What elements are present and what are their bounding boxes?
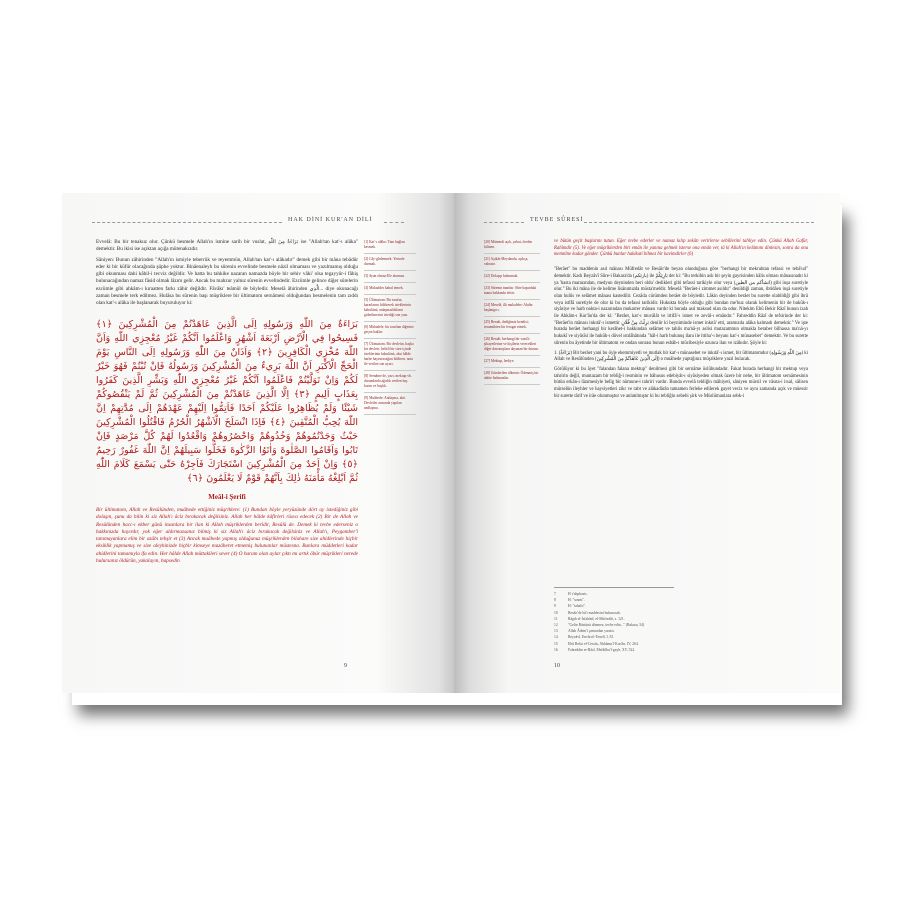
running-head-left: HAK DİNİ KUR'AN DİLİ xyxy=(288,217,373,223)
paragraph: Evvelâ: Bu bir tenakuz olur. Çünkü besmele Allah'ın ismine sarih bir vuslat, بَرَاءَةٌ مِنَ اللّٰهِ ise "Allah'tan kat'-ı alâka" demektir. Bu ikisi ise açıktan açığa mütenakızdır. xyxy=(96,239,359,253)
side-note: [20] Mütemdi açık, yahut, öteden bilinen. xyxy=(484,239,540,254)
left-main-column xyxy=(96,239,358,568)
intro-red-text: ve bütün geçit başlarını tutun. Eğer tevbe ederler ve namaz kılıp zekâtı verirlerse sebillerini tahliye edin. Çünkü Allah Gafûr, Rahîmdir (5). Ve eğer müşriklerden biri emân ile yanına gelmek isterse ona emân ver, tâ ki Allah'ın kelâmını dinlesin, sonra da onu memnîne kadar gönder. Çünkü bunlar hakikati bilmez bir kavimdirler (6) xyxy=(554,239,808,258)
arabic-verses: بَرَاءَةٌ مِنَ اللّٰهِ وَرَسُولِهِ اِلَى الَّذِينَ عَاهَدْتُمْ مِنَ الْمُشْرِكِينَ ﴿١﴾ فَسِيحُوا فِي الْاَرْضِ اَرْبَعَةَ اَشْهُرٍ وَاعْلَمُوا اَنَّكُمْ غَيْرُ مُعْجِزِي اللّٰهِ وَاَنَّ اللّٰهَ مُخْزِي الْكَافِرِينَ ﴿٢﴾ وَاَذَانٌ مِنَ اللّٰهِ وَرَسُولِهِ اِلَى النَّاسِ يَوْمَ الْحَجِّ الْاَكْبَرِ اَنَّ اللّٰهَ بَرِيءٌ مِنَ الْمُشْرِكِينَ وَرَسُولُهُ فَاِنْ تُبْتُمْ فَهُوَ خَيْرٌ لَكُمْ وَاِنْ تَوَلَّيْتُمْ فَاعْلَمُوا اَنَّكُمْ غَيْرُ مُعْجِزِي اللّٰهِ وَبَشِّرِ الَّذِينَ كَفَرُوا بِعَذَابٍ اَلِيمٍ ﴿٣﴾ اِلَّا الَّذِينَ عَاهَدْتُمْ مِنَ الْمُشْرِكِينَ ثُمَّ لَمْ يَنْقُصُوكُمْ شَيْئًا وَلَمْ يُظَاهِرُوا عَلَيْكُمْ اَحَدًا فَاَتِمُّوا اِلَيْهِمْ عَهْدَهُمْ اِلَى مُدَّتِهِمْ اِنَّ اللّٰهَ يُحِبُّ الْمُتَّقِينَ ﴿٤﴾ فَاِذَا انْسَلَخَ الْاَشْهُرُ الْحُرُمُ فَاقْتُلُوا الْمُشْرِكِينَ حَيْثُ وَجَدْتُمُوهُمْ وَخُذُوهُمْ وَاحْصُرُوهُمْ وَاقْعُدُوا لَهُمْ كُلَّ مَرْصَدٍ فَاِنْ تَابُوا وَاَقَامُوا الصَّلٰوةَ وَاٰتَوُا الزَّكٰوةَ فَخَلُّوا سَبِيلَهُمْ اِنَّ اللّٰهَ غَفُورٌ رَحِيمٌ ﴿٥﴾ وَاِنْ اَحَدٌ مِنَ الْمُشْرِكِينَ اسْتَجَارَكَ فَاَجِرْهُ حَتّٰى يَسْمَعَ كَلَامَ اللّٰهِ ثُمَّ اَبْلِغْهُ مَأْمَنَهُ ذٰلِكَ بِاَنَّهُمْ قَوْمٌ لَا يَعْلَمُونَ ﴿٦﴾ xyxy=(96,318,358,484)
running-head-rule xyxy=(484,222,524,223)
page-number-right: 10 xyxy=(554,663,560,669)
right-side-notes xyxy=(484,239,540,387)
page-number-left: 9 xyxy=(344,663,347,669)
side-note: [2] Cây-gîrdenmek: Yerinde durmak. xyxy=(364,256,416,271)
side-note: [8] Sernâme de, yazı, mektup vb. durumlarda ağırlık verilen baş kısım ve başlık. xyxy=(364,373,416,393)
running-head-rule xyxy=(92,222,282,223)
paragraph: "Berâet" bu maddenin asıl mânası Müfredât ve Besâir'de beyan olunduğuna göre "herhangi bir mekruhtan tefassi ve tebâ'ud" demektir. Kadı Beyzâvî Sûre-i Bakara'da (بارئكم) ile بَارِئِكُمْ der ki: "Bu terkibin aslı bir şeyin gayrisinden hâlis olması mânasınadır ki ya 'hasta marazından, medyun deyninden beri oldu' dedikleri gibi tefassi tarikiyle olur veya (انشأكم من الطين) gibi inşa suretiyle olur." Bu iki mâna ile de kelime lisânımızda müsta'meldir. Meselâ "Berâet-i zimmet asıldır" denildiği zaman, ibtidâen inşâ suretiyle olan hulûs ve selâmet mânası kastedilir. Cezâda cürümden berâet de böyledir. Lâkin deyinden berâet bu surette olabildiği gibi ibrâ veya istîfâ suretiyle de olur ki bu da tefassi tarikidir. Hukukta böyle olduğu gibi bundan me'huz olarak kelimenin bir de hukûk-ı siyâsiye ve harb nokta-i nazarından mukarrer mânası vardır ki burada asıl maksud olan da odur. Nitekim Ebû Bekir Râzî bunun izah ile Ahkâm-ı Kur'ân'da der ki: "Berâet, kat'-ı muvâlât ve irtifâ'-ı ismet ve zevâl-ı emândır." Fahreddin Râzî de tefsirinde der ki: "Berâet'in mânası inkıtâ'-ı ismettir بَرِئْتُ مِنْ فُلَانٍ denilir ki beyniminde ismet inkıtâ' etti, aramızda alâka kalmadı demektir." Ve işte burada berâet herhangi bir kerâhet-i hakkından selâmet ve tahlis ma'nâ-yı aslisi mutazammın olmakla beraber bilhassa ma'nâ-yı hukukî ve siyâsîsi ile hukûk-ı düvel ıstılâhâtında "hâl-i harb bulunuş ilanı ile ittiha'-ı beyanı kat'-ı münasebet" demektir. Ve bu surette sûrenin bu âyetinde bir ültimatom ve ondan sonrası bunun esbâb-ı mûcibesiyle uzunca ilan ve izâhıdır. Şöyle ki: xyxy=(554,267,809,346)
left-side-notes xyxy=(364,239,416,417)
side-note: [24] Meselâ, ilk mukalebe: Ahdin başlangıcı. xyxy=(484,302,540,317)
side-note: [28] Gönderilen ülkenin: Ödenmiş bir ahitte bulunanlar. xyxy=(484,370,540,385)
right-main-column xyxy=(554,239,808,403)
side-note: [3] Ayan olmaz:Ele alınmaz. xyxy=(364,273,416,283)
side-note: [21] Aşikâr:Meydanda, açıkça, vahuste. xyxy=(484,256,540,271)
side-note: [7] Ültimatom: Bir devletin, başka bir devlete, belirli bir süre içinde isteklerinin kabulünü, aksi hâlde harbe başvuracağını bildiren, nota ile verilen son uyarı. xyxy=(364,341,416,371)
footnotes xyxy=(554,591,804,653)
running-head-right: TEVBE SÛRESİ xyxy=(530,217,584,223)
meal-text: Bir ültimatom, Allah ve Resûlünden, muâhede ettiğiniz müşriklere: (1) Bundan böyle yeryüzünde dört ay istediğiniz gibi dolaşın, şunu da bilin ki siz Allah'ı âciz bırakacak değilsiniz. Allah her hâlde kâfirleri rüsva edecek (2) Bir de Allah ve Resûlünden hacc-ı ekber günü insanlara bir ilan ki Allah müşriklerden berîdir, Resûlü de. Demek ki tevbe ederseniz o hakkınızda hayırdır, yok eğer aldırmazsanız bilmiş ki siz Allah'ı âciz bırakacak değilsiniz ve Allah'ı, Peygamber'i tanımayanlara elim bir azâbı tebşir et (3) Ancak muâhede yapmış olduğunuz müşriklerden bilahare size ahidlerinde hiçbir eksiklik yapmamış ve size aleyhinizde hiçbir kimseye muzâheret etmemiş bulunanlar müstesna. Bunlara müddetleri kadar ahidlerini tamamıyla ifa edin. Her hâlde Allah müttakileri sever (4) O haram olan aylar çıktı mı artık öbür müşrikleri nerede bulursanız öldürün, yakalayın, hapsedin xyxy=(96,506,358,565)
footnote: 11 Râgıb el-İsfahânî, el-Müfredât, s. 121. xyxy=(554,616,625,621)
footnote-rule xyxy=(554,587,674,588)
side-note: [5] Ültimatom: Bir tarafın, kararlarını bildirerek isteklerinin kabulünü, anlaşmazlıkların giderilmesini istediği son yazı. xyxy=(364,297,416,322)
left-page xyxy=(62,193,454,693)
footnote: 15 Ebû Bekir el-Cessâs, Ahkâmu'l-Kur'ân, IV, 264. xyxy=(554,641,639,646)
side-note: [23] Sûrenin manâsı: Sûre başındaki mana hakkında tefsir. xyxy=(484,285,540,300)
paragraph: Sâniyen: Bunun zâhirinden "Allah'ın ismiyle teberrük ve teyemmün, Allah'tan kat'-ı alâkadır" demek gibi bir mâna tebâdür eder ki bir küfür olacağında şüphe yoktur. Binâenaleyh bu sûrenin evvelinde besmele nâzil olmaması ve yazılmamış olduğu gibi okunması dahi kâbil-i tecviz değildir. Ve hatta bu tahkike nazaran namazda böyle bir sehiv vâki' olsa tegayyür-i fâhiş bulunacağından namaz fâsid olmak lâzım gelir. Ancak bu mahzur yalnız sûrenin evvelindedir. Ezcümle gelince diğer sûrelerin ezcümle gibi ahkâm-ı kıraatten farkı zâhir değildir. Fâvâkı' teâmül de böyledir. Meselâ âhirinden الَّذِي... diye okunacağı zaman besmele terk edilmez. Hulâsa bu sûrenin başı müşriklere bir ültimatom sernâmesi olduğundan besmelenin tam zıddı olan kat'-ı alâka ile başlanarak buyuruluyor ki: xyxy=(96,256,359,307)
side-note: [22] Dolaşıp bulunmak. xyxy=(484,273,540,283)
footnote: 10 Besâir'de bâ'ı maddesini bulunacak. xyxy=(554,610,621,615)
footnote: 8 H: "sınım". xyxy=(554,598,585,603)
footnote: 12 "Gelin Rüstünü dönmez, tevbe edin..." (Bakara, 54) xyxy=(554,623,645,628)
running-head-rule xyxy=(584,222,814,223)
running-head-rule xyxy=(384,222,404,223)
paragraph: 1. (بَرَاءَةٌ) Bir berâet yani bu öyle ehemmiyetli ve mutlak bir kat'-ı münasebet ve inkıtâ'-ı ismet, bir ültimatomdur (مِنَ اللّٰهِ وَرَسُولِهِ) ki Allah ve Resûlünden (اِلَى الَّذِينَ عَاهَدْتُمْ مِنَ الْمُشْرِكِينَ) o muâhede yaptığınız müşriklere yazıl bulacak. xyxy=(554,350,808,363)
side-note: [9] Muâhede: Antlaşma, ahit. Devletler arasında yapılan andlaşma. xyxy=(364,395,416,415)
footnote: 13 Allah Âdem'i çamurdan yarattı. xyxy=(554,629,615,634)
paragraph: Görülüyor ki bu âyet "falandan falana mektup" denilmesi gibi bir sernâme üslûbundadır. Fakat burada herhangi bir mektup veya tahririn değil, muntazam bir tebliğ-i resminin ve bâhusus edebiyât-ı siyâsiyeden olmak üzere bir nehe, bir ültimatom sernâmesinin bütün erkân-ı lâzımesiyle belîg bir nümune-i tahriri vardır. Bunda evvelâ tebliğin mâhiyeti, sâniyen mürsil ve vâsıta-i irsal, sâlisen mürselün ileyhler ve haysiyetleri zikr ve rabt ve alâkadârân tamamen ferleke edilerek gayet veciz ve aynı zamanda açık ve müessir bir surette târif ve irâe olunmuştur ve anlatılmıştır ki bu tebliğin sebebi şirk ve Müslümanlara sebk-i xyxy=(554,366,808,399)
footnote: 16 Fahreddin er-Râzî, Mefâtîhu'l-gayb, XV, 522. xyxy=(554,647,636,652)
side-note: [1] Kat'-ı alâka: Tüm bağları kesmek. xyxy=(364,239,416,254)
side-note: [27] Mektup, hediye. xyxy=(484,358,540,368)
footnote: 9 H: "tahaftı". xyxy=(554,604,586,609)
side-note: [26] Beraât: herhangi bir vasıflı şikayetlerine ve kişilerin verecekleri diğer davranışlara dayanan bir durum. xyxy=(484,336,540,356)
footnote: 7 H ν'ahphasis. xyxy=(554,592,588,596)
side-note: [4] Mukaddes kabul etmek. xyxy=(364,285,416,295)
side-note: [25] Beraât, dediğimiz kendisi; tesamühten bir feragat etmek. xyxy=(484,319,540,334)
side-note: [6] Mübadele, bir taraftan diğerine geçen haklar. xyxy=(364,324,416,339)
right-page xyxy=(454,193,840,693)
footnote: 14 Beyzâvî, Envâru't-Tenzîl, I, 81. xyxy=(554,635,615,640)
meal-title: Meâl-i Şerifi xyxy=(208,492,246,501)
